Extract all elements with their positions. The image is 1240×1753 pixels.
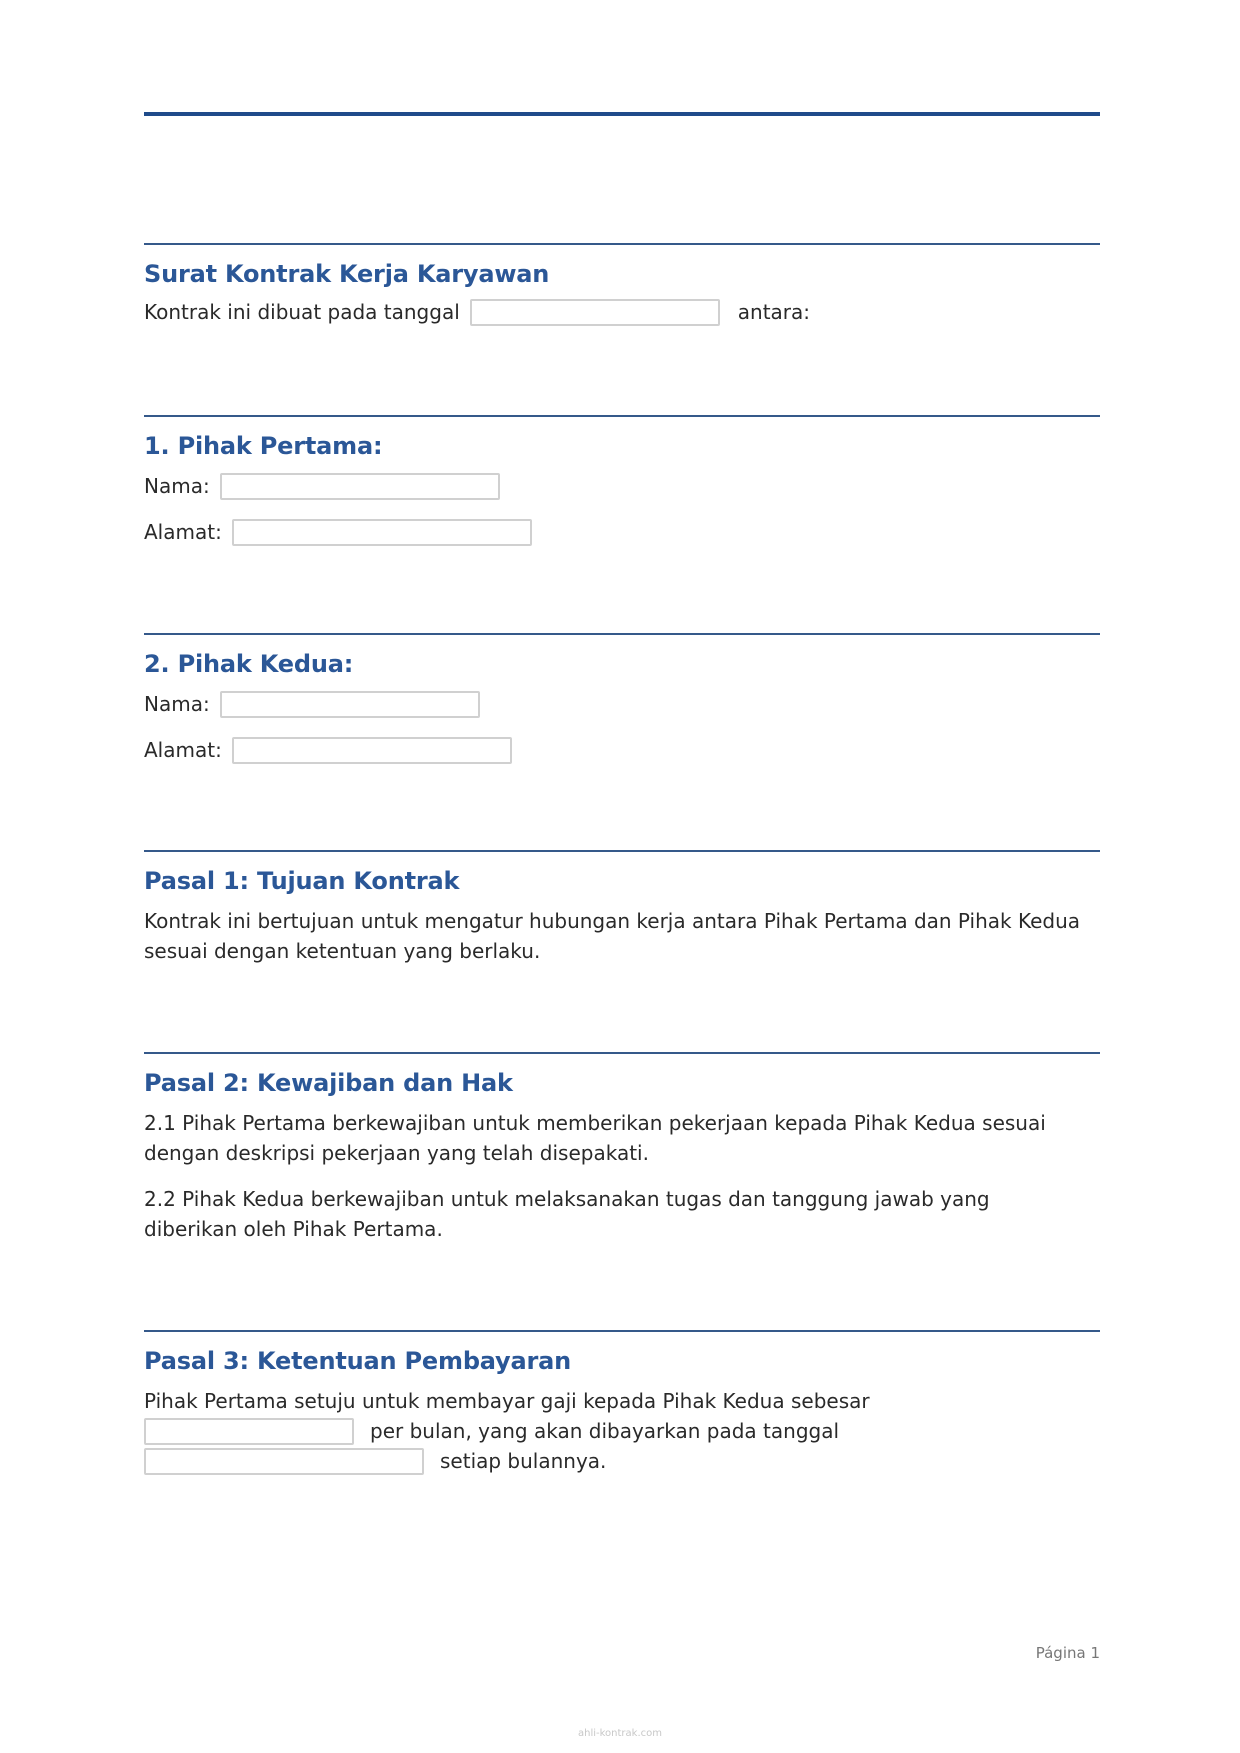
section-divider [144,1052,1100,1054]
document-title: Surat Kontrak Kerja Karyawan [144,260,550,288]
pihak-pertama-alamat-row [144,517,1100,547]
intro-row [144,297,1100,327]
section-divider [144,243,1100,245]
pasal-3-section [144,1330,1100,1476]
pasal-2-heading: Pasal 2: Kewajiban dan Hak [144,1069,513,1097]
pihak-pertama-heading: 1. Pihak Pertama: [144,432,383,460]
section-divider [144,1330,1100,1332]
watermark: ahli-kontrak.com [577,1728,662,1739]
pihak-kedua-heading: 2. Pihak Kedua: [144,650,354,678]
pihak-kedua-nama-row [144,689,1100,719]
pasal-3-line-2: per bulan, yang akan dibayarkan pada tanggal [370,1419,840,1443]
alamat-label: Alamat: [144,738,222,762]
contract-date-field[interactable] [470,299,720,326]
pasal-1-section [144,850,1100,966]
payment-date-field[interactable] [144,1448,424,1475]
pihak-kedua-section [144,633,1100,765]
pasal-2-item-1: 2.1 Pihak Pertama berkewajiban untuk memberikan pekerjaan kepada Pihak Kedua sesuai dengan deskripsi pekerjaan yang telah disepakati. [144,1111,1046,1165]
section-divider [144,633,1100,635]
pasal-3-gaji-row [144,1416,1100,1446]
pasal-3-line-1: Pihak Pertama setuju untuk membayar gaji kepada Pihak Kedua sebesar [144,1389,870,1413]
section-divider [144,415,1100,417]
pasal-2-item-2: 2.2 Pihak Kedua berkewajiban untuk melaksanakan tugas dan tanggung jawab yang diberikan oleh Pihak Pertama. [144,1187,990,1241]
intro-after-text: antara: [737,300,811,324]
pasal-3-heading: Pasal 3: Ketentuan Pembayaran [144,1347,572,1375]
pasal-1-text: Kontrak ini bertujuan untuk mengatur hubungan kerja antara Pihak Pertama dan Pihak Kedua sesuai dengan ketentuan yang berlaku. [144,909,1081,963]
title-section [144,243,1100,327]
page-number: Página 1 [1035,1644,1100,1662]
intro-text: Kontrak ini dibuat pada tanggal [144,300,460,324]
pihak-pertama-nama-field[interactable] [220,473,500,500]
pasal-1-heading: Pasal 1: Tujuan Kontrak [144,867,460,895]
nama-label: Nama: [144,474,210,498]
nama-label: Nama: [144,692,210,716]
gaji-amount-field[interactable] [144,1418,354,1445]
section-divider [144,850,1100,852]
pihak-pertama-alamat-field[interactable] [232,519,532,546]
pihak-pertama-nama-row [144,471,1100,501]
alamat-label: Alamat: [144,520,222,544]
pasal-3-line-3: setiap bulannya. [440,1449,607,1473]
pasal-3-tanggal-row [144,1446,1100,1476]
pasal-2-section [144,1052,1100,1244]
pihak-kedua-nama-field[interactable] [220,691,480,718]
pihak-kedua-alamat-row [144,735,1100,765]
pihak-kedua-alamat-field[interactable] [232,737,512,764]
pihak-pertama-section [144,415,1100,547]
top-rule [144,112,1100,116]
